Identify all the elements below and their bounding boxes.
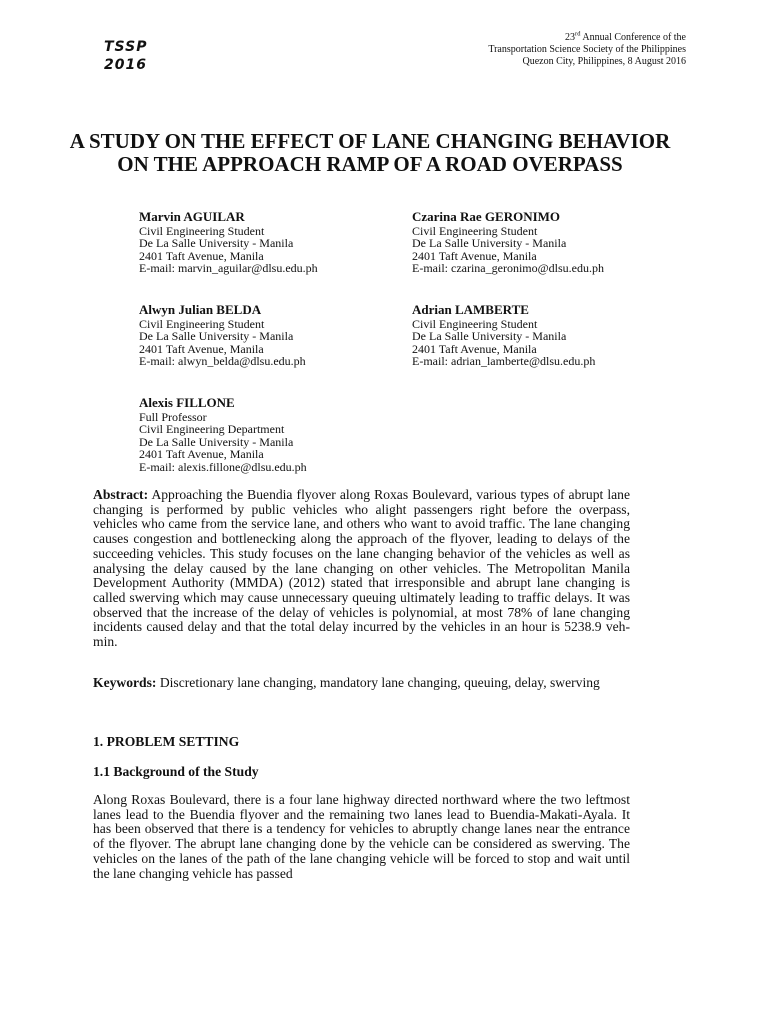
- conference-line-1-text: Annual Conference of the: [580, 32, 686, 43]
- logo-line-1: TSSP: [104, 39, 148, 55]
- author-affiliation: De La Salle University - Manila: [139, 329, 294, 344]
- author-block: [412, 211, 692, 275]
- author-email: E-mail: adrian_lamberte@dlsu.edu.ph: [412, 354, 596, 369]
- conference-header: [488, 32, 686, 68]
- subsection-heading: 1.1 Background of the Study: [93, 764, 259, 779]
- author-address: 2401 Taft Avenue, Manila: [412, 341, 537, 356]
- conference-line-2: Transportation Science Society of the Philippines: [488, 44, 686, 55]
- author-affiliation: De La Salle University - Manila: [412, 236, 567, 251]
- author-position: Full Professor: [139, 409, 207, 424]
- abstract-label: Abstract:: [93, 487, 149, 502]
- author-address: 2401 Taft Avenue, Manila: [412, 248, 537, 263]
- author-affiliation: Civil Engineering Student: [139, 316, 265, 331]
- author-address: 2401 Taft Avenue, Manila: [139, 248, 264, 263]
- section-heading: 1. PROBLEM SETTING: [93, 734, 240, 749]
- author-affiliation: De La Salle University - Manila: [139, 434, 294, 449]
- author-email: E-mail: alwyn_belda@dlsu.edu.ph: [139, 354, 306, 369]
- author-name: Alwyn Julian BELDA: [139, 302, 262, 317]
- abstract: [93, 488, 630, 650]
- author-email: E-mail: czarina_geronimo@dlsu.edu.ph: [412, 261, 604, 276]
- author-affiliation: De La Salle University - Manila: [139, 236, 294, 251]
- author-email: E-mail: alexis.fillone@dlsu.edu.ph: [139, 459, 307, 474]
- author-block: [139, 304, 419, 368]
- author-block: [139, 397, 419, 474]
- author-affiliation: Civil Engineering Student: [412, 316, 538, 331]
- author-affiliation: Civil Engineering Student: [139, 223, 265, 238]
- conference-ordinal: 23: [565, 32, 576, 43]
- body-paragraph: Along Roxas Boulevard, there is a four lane highway directed northward where the two leftmost lanes lead to the Buendia flyover and the remaining two lanes lead to Buendia-Makati-Ayala. It has been observed that there is a tendency for vehicles to abruptly change lanes near the entrance of the flyover. The abrupt lane changing done by the vehicle can be considered as swerving. The vehicles on the lanes of the path of the lane changing vehicle will be forced to stop and wait until the lane changing vehicle has passed: [93, 792, 630, 881]
- logo-line-2: 2016: [104, 57, 147, 73]
- keywords-text: Discretionary lane changing, mandatory lane changing, queuing, delay, swerving: [156, 675, 600, 690]
- conference-logo: [104, 38, 147, 74]
- author-affiliation: De La Salle University - Manila: [412, 329, 567, 344]
- conference-ordinal-suffix: rd: [575, 30, 581, 38]
- author-name: Marvin AGUILAR: [139, 209, 245, 224]
- paper-title: A STUDY ON THE EFFECT OF LANE CHANGING BEHAVIOR ON THE APPROACH RAMP OF A ROAD OVERPASS: [69, 129, 671, 176]
- keywords: [93, 676, 630, 691]
- author-email: E-mail: marvin_aguilar@dlsu.edu.ph: [139, 261, 318, 276]
- author-block: [139, 211, 419, 275]
- abstract-text: Approaching the Buendia flyover along Roxas Boulevard, various types of abrupt lane changing is performed by public vehicles who alight passengers right before the overpass, vehicles who came from the service lane, and others who want to avoid traffic. The lane changing causes congestion and bottlenecking along the approach of the flyover, leading to delays of the succeeding vehicles. This study focuses on the lane changing behavior of the vehicles as well as analysing the delay caused by the lane changing on other vehicles. The Metropolitan Manila Development Authority (MMDA) (2012) stated that irresponsible and abrupt lane changing is called swerving which may cause unnecessary queuing ultimately leading to traffic delays. It was observed that the increase of the delay of vehicles is polynomial, at most 78% of lane changing incidents caused delay and that the total delay incurred by the vehicles in an hour is 5238.9 veh-min.: [93, 487, 630, 650]
- conference-line-3: Quezon City, Philippines, 8 August 2016: [522, 56, 686, 67]
- author-block: [412, 304, 692, 368]
- author-department: Civil Engineering Department: [139, 422, 285, 437]
- author-address: 2401 Taft Avenue, Manila: [139, 341, 264, 356]
- author-address: 2401 Taft Avenue, Manila: [139, 447, 264, 462]
- conference-line-1: [488, 32, 686, 44]
- author-name: Alexis FILLONE: [139, 395, 235, 410]
- keywords-label: Keywords:: [93, 675, 157, 690]
- author-name: Adrian LAMBERTE: [412, 302, 529, 317]
- author-name: Czarina Rae GERONIMO: [412, 209, 561, 224]
- author-affiliation: Civil Engineering Student: [412, 223, 538, 238]
